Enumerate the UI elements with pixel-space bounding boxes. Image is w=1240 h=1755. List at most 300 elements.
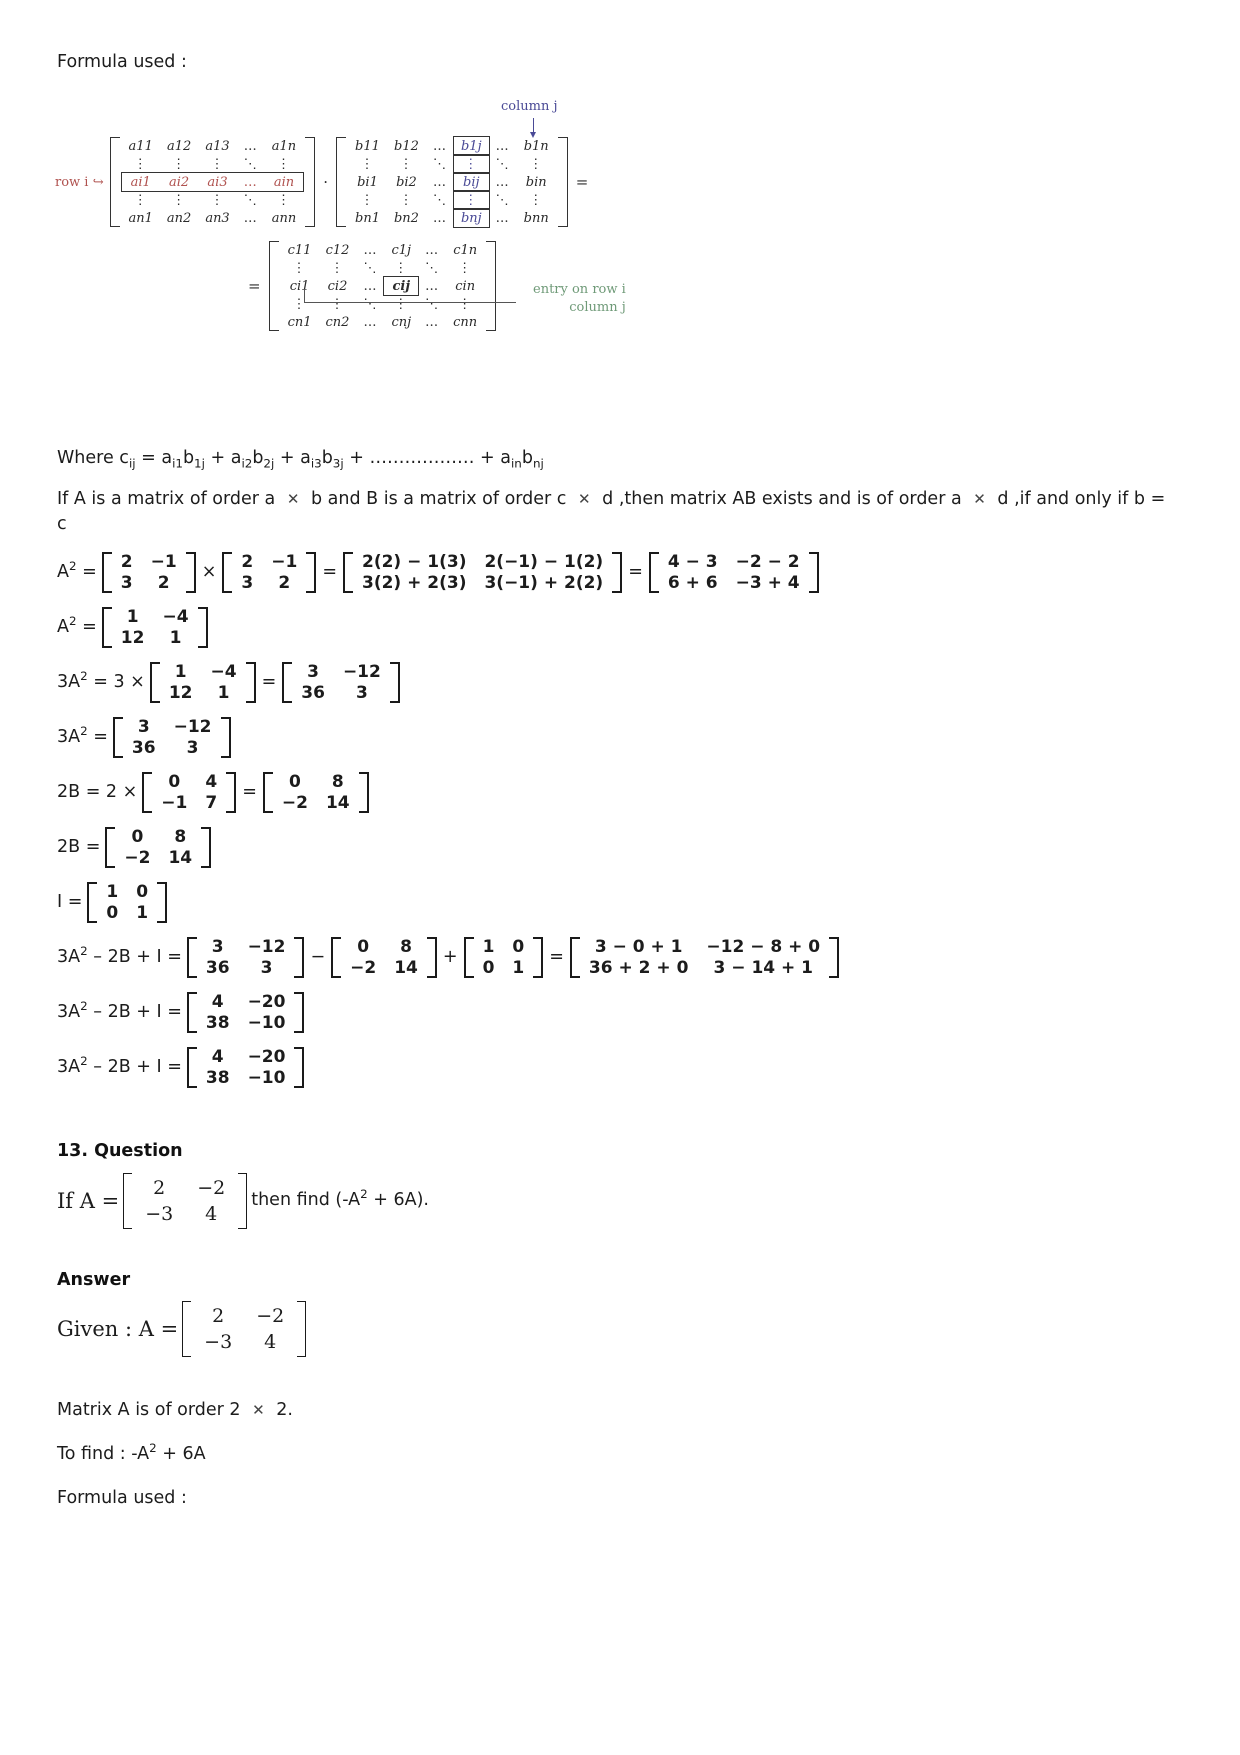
step-label bbox=[57, 615, 102, 640]
cell: 1 bbox=[169, 627, 182, 648]
step-label bbox=[57, 780, 142, 805]
matrix-row bbox=[353, 552, 612, 572]
cell: ⋱ bbox=[363, 260, 378, 276]
step-matrix bbox=[187, 1046, 305, 1088]
bracket-right bbox=[228, 772, 236, 812]
cell: 7 bbox=[205, 792, 218, 813]
plus2: + a bbox=[274, 448, 311, 468]
matrix-row bbox=[659, 552, 809, 572]
matrix-grid bbox=[123, 717, 221, 757]
matrix-row-highlighted-i bbox=[122, 173, 304, 191]
equals-sign-2: = bbox=[248, 277, 261, 295]
sub-in: in bbox=[510, 456, 522, 471]
matrix-grid bbox=[341, 937, 427, 977]
matrix-row bbox=[115, 827, 201, 847]
step-matrix bbox=[113, 716, 231, 758]
step-operator: = bbox=[242, 781, 257, 802]
bracket-left bbox=[649, 552, 657, 592]
cell: 3(2) + 2(3) bbox=[361, 572, 467, 593]
matrix-b-grid bbox=[348, 137, 556, 227]
matrix-a bbox=[110, 137, 316, 227]
cell: ⋮ bbox=[454, 191, 489, 209]
step-matrix bbox=[187, 936, 305, 978]
step-operator: + bbox=[442, 946, 458, 967]
cell: 12 bbox=[168, 682, 193, 703]
sub-i1: i1 bbox=[172, 456, 183, 471]
cell: 1 bbox=[136, 902, 149, 923]
matrix-row bbox=[273, 793, 359, 813]
cell: 0 bbox=[168, 772, 181, 793]
cell: ⋮ bbox=[529, 192, 544, 208]
cell: 0 bbox=[482, 957, 495, 978]
bracket-right bbox=[159, 882, 167, 922]
step-label-base: 3A bbox=[57, 1001, 81, 1022]
cell: a1n bbox=[271, 138, 297, 154]
step-label-rest: = bbox=[76, 616, 97, 637]
cell: −2 bbox=[197, 1176, 226, 1199]
matrix-b bbox=[336, 137, 568, 227]
cell: bij bbox=[454, 173, 489, 191]
cell: ⋱ bbox=[243, 192, 258, 208]
entry-annotation-line2: column j bbox=[569, 299, 626, 315]
matrix-row bbox=[197, 992, 295, 1012]
cell: ci1 bbox=[289, 278, 310, 294]
matrix-row bbox=[192, 1329, 296, 1355]
eq: = a bbox=[135, 448, 173, 468]
step-label-exponent: 2 bbox=[80, 943, 88, 958]
bracket-left bbox=[269, 241, 278, 331]
cell: −3 bbox=[145, 1203, 174, 1225]
bracket-left bbox=[336, 137, 345, 227]
bracket-right bbox=[296, 992, 304, 1032]
cell: b1n bbox=[523, 138, 549, 154]
cell: −12 bbox=[247, 937, 286, 958]
order-rule-part2: b and B is a matrix of order c bbox=[310, 489, 567, 509]
cell: 2 bbox=[120, 552, 133, 573]
order-line-pre: Matrix A is of order 2 bbox=[57, 1400, 241, 1420]
step-label bbox=[57, 560, 102, 585]
step-label bbox=[57, 725, 113, 750]
bracket-left bbox=[142, 772, 150, 812]
step-line-2b-expand bbox=[57, 765, 1187, 820]
step-matrix bbox=[102, 551, 196, 593]
step-matrix bbox=[187, 991, 305, 1033]
cell: 0 bbox=[289, 772, 301, 793]
cell: 3 bbox=[211, 937, 224, 958]
matrix-grid bbox=[292, 662, 390, 702]
cell: ⋮ bbox=[330, 260, 345, 276]
b4: b bbox=[521, 448, 533, 468]
cell: 1 bbox=[126, 607, 139, 628]
cell: 6 + 6 bbox=[667, 572, 718, 593]
cell: 2(2) − 1(3) bbox=[361, 552, 467, 573]
step-label-rest: = bbox=[87, 726, 108, 747]
cell: ci2 bbox=[327, 278, 348, 294]
cell: ai3 bbox=[207, 174, 228, 190]
matrix-row bbox=[197, 958, 295, 978]
step-matrix bbox=[464, 936, 544, 978]
cell: 3 bbox=[186, 737, 199, 758]
step-label-rest: – 2B + I = bbox=[87, 1001, 182, 1022]
step-operator: = bbox=[549, 946, 564, 967]
suffix-sup: 2 bbox=[360, 1187, 368, 1202]
step-matrix bbox=[105, 826, 211, 868]
matrix-row bbox=[115, 848, 201, 868]
cell: c11 bbox=[287, 242, 312, 258]
cell: −12 bbox=[342, 662, 381, 683]
bracket-right bbox=[223, 717, 231, 757]
sub-i3: i3 bbox=[310, 456, 322, 471]
matrix-a-grid bbox=[122, 137, 304, 227]
step-matrix bbox=[282, 661, 400, 703]
bracket-left bbox=[343, 552, 351, 592]
step-label bbox=[57, 1055, 187, 1080]
matrix-grid bbox=[659, 552, 809, 592]
step-matrix bbox=[150, 661, 256, 703]
cell: cn1 bbox=[287, 314, 312, 330]
where-prefix: Where c bbox=[57, 448, 129, 468]
cell: −10 bbox=[247, 1067, 286, 1088]
cell: ⋱ bbox=[495, 192, 510, 208]
step-label-exponent: 2 bbox=[80, 668, 88, 683]
matrix-order-line bbox=[57, 1398, 293, 1423]
entry-annotation-line1: entry on row i bbox=[533, 282, 626, 297]
cell: an1 bbox=[128, 210, 153, 226]
suffix-pre: then find (-A bbox=[251, 1190, 361, 1211]
cell: ⋮ bbox=[133, 192, 148, 208]
cell: ⋱ bbox=[425, 260, 440, 276]
cell: … bbox=[243, 138, 258, 154]
cell: 0 bbox=[136, 882, 149, 903]
formula-used-label-top: Formula used : bbox=[57, 52, 187, 72]
entry-annotation bbox=[523, 281, 626, 316]
matrix-grid bbox=[192, 1303, 296, 1356]
step-label bbox=[57, 945, 187, 970]
cell: −2 − 2 bbox=[735, 552, 800, 573]
matrix-row bbox=[659, 573, 809, 593]
matrix-row bbox=[474, 958, 534, 978]
question-13-matrix bbox=[123, 1172, 247, 1230]
bracket-left bbox=[222, 552, 230, 592]
b2: b bbox=[252, 448, 264, 468]
matrix-grid bbox=[112, 607, 198, 647]
step-label-rest: = 2 × bbox=[80, 781, 138, 802]
where-formula-line bbox=[57, 446, 544, 471]
cell: 2 bbox=[157, 572, 170, 593]
cell: −3 + 4 bbox=[735, 572, 800, 593]
cell: −4 bbox=[210, 662, 237, 683]
bracket-right bbox=[200, 607, 208, 647]
cell: ⋱ bbox=[432, 156, 447, 172]
step-label-base: 3A bbox=[57, 1056, 81, 1077]
matrix-row bbox=[348, 155, 556, 173]
step-label-base: 3A bbox=[57, 726, 81, 747]
cell: 0 bbox=[106, 902, 119, 923]
step-matrix bbox=[343, 551, 622, 593]
step-label bbox=[57, 890, 87, 915]
cell: 2 bbox=[241, 552, 254, 573]
matrix-grid bbox=[160, 662, 246, 702]
matrix-row bbox=[348, 191, 556, 209]
bracket-left bbox=[263, 772, 271, 812]
cell: 4 bbox=[211, 1047, 224, 1068]
given-matrix bbox=[182, 1300, 306, 1358]
cell: 3(−1) + 2(2) bbox=[484, 572, 604, 593]
cell: 0 bbox=[512, 937, 525, 958]
cell: b1j bbox=[454, 137, 489, 155]
cell: ⋮ bbox=[360, 192, 375, 208]
bracket-left bbox=[464, 937, 472, 977]
matrix-row bbox=[348, 137, 556, 155]
cell: 2 bbox=[278, 572, 291, 593]
matrix-grid bbox=[580, 937, 829, 977]
step-label-exponent: 2 bbox=[68, 613, 77, 628]
step-label-exponent: 2 bbox=[80, 998, 88, 1013]
bracket-right bbox=[296, 1047, 304, 1087]
matrix-row bbox=[197, 1013, 295, 1033]
cell: ⋮ bbox=[292, 296, 307, 312]
step-matrix bbox=[570, 936, 839, 978]
bracket-left bbox=[187, 1047, 195, 1087]
cell: 3 bbox=[355, 682, 368, 703]
matrix-row bbox=[133, 1201, 237, 1227]
cell: 3 − 14 + 1 bbox=[713, 957, 814, 978]
cell: 36 bbox=[205, 957, 230, 978]
bracket-left bbox=[570, 937, 578, 977]
step-label-base: I bbox=[57, 891, 63, 912]
matrix-row bbox=[192, 1303, 296, 1329]
cell: −2 bbox=[281, 792, 308, 813]
cell: 3 bbox=[120, 572, 133, 593]
matrix-row bbox=[292, 683, 390, 703]
cell: a12 bbox=[166, 138, 192, 154]
cell: cnn bbox=[453, 314, 478, 330]
cell: ⋮ bbox=[399, 156, 414, 172]
cell: 38 bbox=[205, 1067, 230, 1088]
matrix-grid bbox=[232, 552, 306, 592]
step-label-rest: = bbox=[80, 836, 101, 857]
sub-3j: 3j bbox=[332, 456, 344, 471]
cell: 38 bbox=[205, 1012, 230, 1033]
step-line-combo-result-1 bbox=[57, 985, 1187, 1040]
matrix-row bbox=[112, 552, 186, 572]
matrix-c bbox=[269, 241, 497, 331]
matrix-row bbox=[341, 937, 427, 957]
multiplication-cross-icon: ✕ bbox=[252, 1401, 265, 1419]
step-matrix bbox=[87, 881, 167, 923]
matrix-row bbox=[112, 573, 186, 593]
cell: … bbox=[425, 314, 440, 330]
cell: ⋮ bbox=[210, 156, 225, 172]
cell: bn2 bbox=[393, 210, 419, 226]
bracket-right bbox=[361, 772, 369, 812]
cell: 2(−1) − 1(2) bbox=[484, 552, 604, 573]
equals-sign-1: = bbox=[575, 173, 589, 191]
order-rule-part1: If A is a matrix of order a bbox=[57, 489, 276, 509]
cell: cn2 bbox=[325, 314, 350, 330]
cell: 14 bbox=[394, 957, 418, 978]
dot-operator: · bbox=[323, 173, 328, 191]
cell: 0 bbox=[357, 937, 370, 958]
order-line-post: 2. bbox=[276, 1400, 293, 1420]
bracket-left bbox=[110, 137, 119, 227]
cell: ⋮ bbox=[133, 156, 148, 172]
cell: 3 bbox=[137, 717, 150, 738]
cell: 4 bbox=[205, 772, 218, 793]
sub-i2: i2 bbox=[241, 456, 253, 471]
tofind-sup: 2 bbox=[149, 1441, 157, 1456]
cell: 3 − 0 + 1 bbox=[594, 937, 683, 958]
bracket-left bbox=[182, 1301, 190, 1357]
matrix-row bbox=[197, 1068, 295, 1088]
matrix-row bbox=[160, 662, 246, 682]
cell: −1 bbox=[161, 792, 188, 813]
step-matrix bbox=[222, 551, 316, 593]
b3: b bbox=[321, 448, 333, 468]
step-line-3a2-expand bbox=[57, 655, 1187, 710]
cell: ⋱ bbox=[425, 296, 440, 312]
matrix-row bbox=[281, 259, 485, 277]
cell: b11 bbox=[355, 138, 380, 154]
bracket-right bbox=[203, 827, 211, 867]
cell: ⋮ bbox=[276, 156, 291, 172]
matrix-row bbox=[160, 683, 246, 703]
cell: an3 bbox=[205, 210, 230, 226]
step-label-exponent: 2 bbox=[80, 723, 88, 738]
matrix-row bbox=[341, 958, 427, 978]
matrix-row bbox=[348, 173, 556, 191]
cell: ⋮ bbox=[458, 260, 473, 276]
step-line-identity bbox=[57, 875, 1187, 930]
cell: cnj bbox=[391, 314, 412, 330]
matrix-grid bbox=[115, 827, 201, 867]
cell: ⋮ bbox=[458, 296, 473, 312]
step-matrix bbox=[263, 771, 369, 813]
cell: ⋱ bbox=[432, 192, 447, 208]
matrix-row bbox=[580, 958, 829, 978]
order-rule-part4: d ,if and only if b = c bbox=[57, 489, 1166, 535]
cell: 12 bbox=[120, 627, 145, 648]
cell: ai2 bbox=[169, 174, 190, 190]
bracket-right bbox=[535, 937, 543, 977]
cell: c12 bbox=[325, 242, 350, 258]
bracket-left bbox=[87, 882, 95, 922]
cell: ⋮ bbox=[360, 156, 375, 172]
bracket-right bbox=[392, 662, 400, 702]
step-label-rest: = 3 × bbox=[87, 671, 145, 692]
bracket-right bbox=[248, 662, 256, 702]
step-matrix bbox=[102, 606, 208, 648]
matrix-row bbox=[281, 277, 485, 295]
cell: 2 bbox=[153, 1176, 166, 1199]
cell: ⋮ bbox=[529, 156, 544, 172]
cell: … bbox=[243, 210, 258, 226]
matrix-grid bbox=[197, 937, 295, 977]
cell: ain bbox=[273, 174, 295, 190]
cell: 2 bbox=[212, 1304, 225, 1327]
cell: 0 bbox=[131, 827, 144, 848]
cell: … bbox=[243, 174, 258, 190]
cell: ⋮ bbox=[394, 296, 409, 312]
order-rule-paragraph bbox=[57, 487, 1177, 538]
cell-cij-highlight: cij bbox=[384, 277, 418, 295]
step-label-rest: = bbox=[62, 891, 83, 912]
step-label-base: A bbox=[57, 561, 69, 582]
bracket-left bbox=[331, 937, 339, 977]
cell: … bbox=[363, 242, 378, 258]
matrix-grid bbox=[133, 1175, 237, 1228]
matrix-row bbox=[232, 552, 306, 572]
matrix-row bbox=[152, 793, 226, 813]
step-label-rest: = bbox=[76, 561, 97, 582]
bracket-right bbox=[559, 137, 568, 227]
step-line-combo-expand bbox=[57, 930, 1187, 985]
step-label-base: 3A bbox=[57, 946, 81, 967]
cell: … bbox=[432, 138, 447, 154]
cell: 4 − 3 bbox=[667, 552, 718, 573]
cell: bi1 bbox=[357, 174, 378, 190]
cell: −10 bbox=[247, 1012, 286, 1033]
matrix-row bbox=[197, 1047, 295, 1067]
cell: ⋮ bbox=[172, 192, 187, 208]
cell: 14 bbox=[168, 847, 193, 868]
step-label bbox=[57, 1000, 187, 1025]
cell: ⋱ bbox=[495, 156, 510, 172]
bracket-left bbox=[102, 552, 110, 592]
cell: … bbox=[425, 278, 440, 294]
cell: bi2 bbox=[396, 174, 417, 190]
answer-given-line bbox=[57, 1300, 310, 1358]
bracket-right bbox=[306, 137, 315, 227]
step-matrix bbox=[331, 936, 437, 978]
matrix-row bbox=[112, 628, 198, 648]
answer-heading: Answer bbox=[57, 1270, 131, 1290]
matrix-grid bbox=[273, 772, 359, 812]
matrix-multiplication-figure bbox=[55, 99, 755, 331]
cell: cin bbox=[455, 278, 476, 294]
matrix-row bbox=[152, 772, 226, 792]
bracket-left bbox=[150, 662, 158, 702]
step-label-base: 2B bbox=[57, 836, 81, 857]
multiplication-cross-icon: ✕ bbox=[578, 490, 591, 508]
tofind-post: + 6A bbox=[156, 1444, 206, 1464]
cell: … bbox=[495, 138, 510, 154]
matrix-row bbox=[123, 738, 221, 758]
bracket-right bbox=[296, 937, 304, 977]
question-13-suffix bbox=[251, 1188, 429, 1213]
cell: ⋮ bbox=[454, 155, 489, 173]
step-label-base: A bbox=[57, 616, 69, 637]
step-line-a2-expand bbox=[57, 545, 1187, 600]
cell: bnj bbox=[454, 209, 489, 227]
dots-tail: + ……………… + a bbox=[343, 448, 511, 468]
cell: ⋱ bbox=[363, 296, 378, 312]
b1: b bbox=[182, 448, 195, 468]
bracket-right bbox=[188, 552, 196, 592]
cell: 4 bbox=[264, 1331, 277, 1353]
cell: … bbox=[432, 174, 447, 190]
plus1: + a bbox=[204, 448, 242, 468]
cell: 1 bbox=[174, 662, 187, 683]
cell: c1n bbox=[453, 242, 478, 258]
row-i-label: row i ↪ bbox=[55, 174, 104, 190]
matrix-grid bbox=[353, 552, 612, 592]
bracket-right bbox=[614, 552, 622, 592]
cell: ⋮ bbox=[292, 260, 307, 276]
cell: 3 bbox=[307, 662, 320, 683]
sub-1j: 1j bbox=[194, 456, 205, 471]
bracket-right bbox=[298, 1301, 306, 1357]
